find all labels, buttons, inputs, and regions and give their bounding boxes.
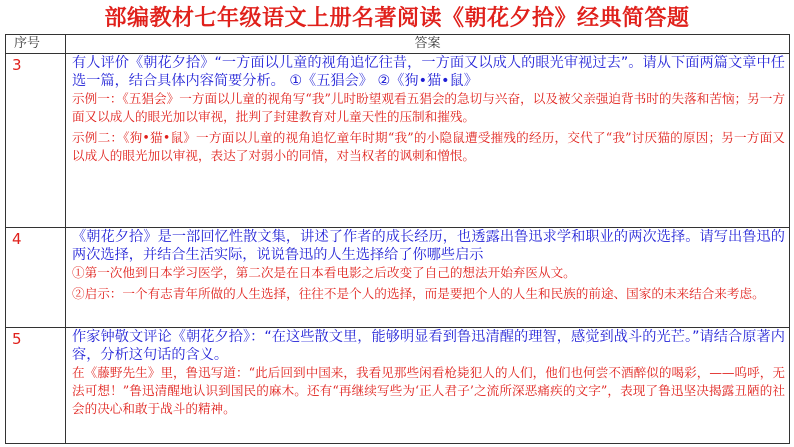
table-row (6, 328, 790, 444)
question-text: 作家钟敬文评论《朝花夕拾》：“在这些散文里，能够明显看到鲁迅清醒的理智，感觉到战斗的光芒。”请结合原著内容，分析这句话的含义。 (72, 329, 785, 363)
row-number: 5 (6, 328, 66, 444)
answer-text: 在《藤野先生》里，鲁迅写道：“此后回到中国来，我看见那些闲看枪毙犯人的人们，他们也何尝不酒醉似的喝彩，——呜呼，无法可想！”鲁迅清醒地认识到国民的麻木。还有“再继续写些为‘正人君子’之流所深恶痛疾的文字”，表现了鲁迅坚决揭露丑陋的社会的决心和敢于战斗的精神。 (72, 365, 785, 416)
header-number: 序号 (6, 35, 66, 54)
row-content (66, 328, 790, 444)
row-number: 3 (6, 54, 66, 228)
page-title: 部编教材七年级语文上册名著阅读《朝花夕拾》经典简答题 (104, 6, 690, 31)
row-content (66, 54, 790, 228)
table-row (6, 54, 790, 228)
answer-text: 示例一：《五猖会》一方面以儿童的视角写“我”儿时盼望观看五猖会的急切与兴奋，以及被父亲强迫背书时的失落和苦恼；另一方面又以成人的眼光加以审视，批判了封建教育对儿童天性的压制和摧残。 (72, 91, 785, 124)
qa-table (5, 34, 790, 444)
question-text: 有人评价《朝花夕拾》“一方面以儿童的视角追忆往昔，一方面又以成人的眼光审视过去”。请从下面两篇文章中任选一篇，结合具体内容简要分析。 ①《五猖会》 ②《狗•猫•鼠》 (72, 55, 785, 89)
table-row (6, 228, 790, 328)
row-content (66, 228, 790, 328)
answer-text: ①第一次他到日本学习医学，第二次是在日本看电影之后改变了自己的想法开始弃医从文。 (72, 265, 576, 280)
table-header-row (6, 35, 790, 54)
question-text: 《朝花夕拾》是一部回忆性散文集，讲述了作者的成长经历，也透露出鲁迅求学和职业的两次选择。请写出鲁迅的两次选择，并结合生活实际，说说鲁迅的人生选择给了你哪些启示 (72, 229, 785, 263)
answer-text: ②启示：一个有志青年所做的人生选择，往往不是个人的选择，而是要把个人的人生和民族的前途、国家的未来结合来考虑。 (72, 286, 765, 301)
row-number: 4 (6, 228, 66, 328)
header-answer: 答案 (66, 35, 790, 54)
answer-text: 示例二：《狗•猫•鼠》一方面以儿童的视角追忆童年时期“我”的小隐鼠遭受摧残的经历，交代了“我”讨厌猫的原因；另一方面又以成人的眼光加以审视，表达了对弱小的同情，对当权者的讽刺和憎恨。 (72, 130, 785, 163)
